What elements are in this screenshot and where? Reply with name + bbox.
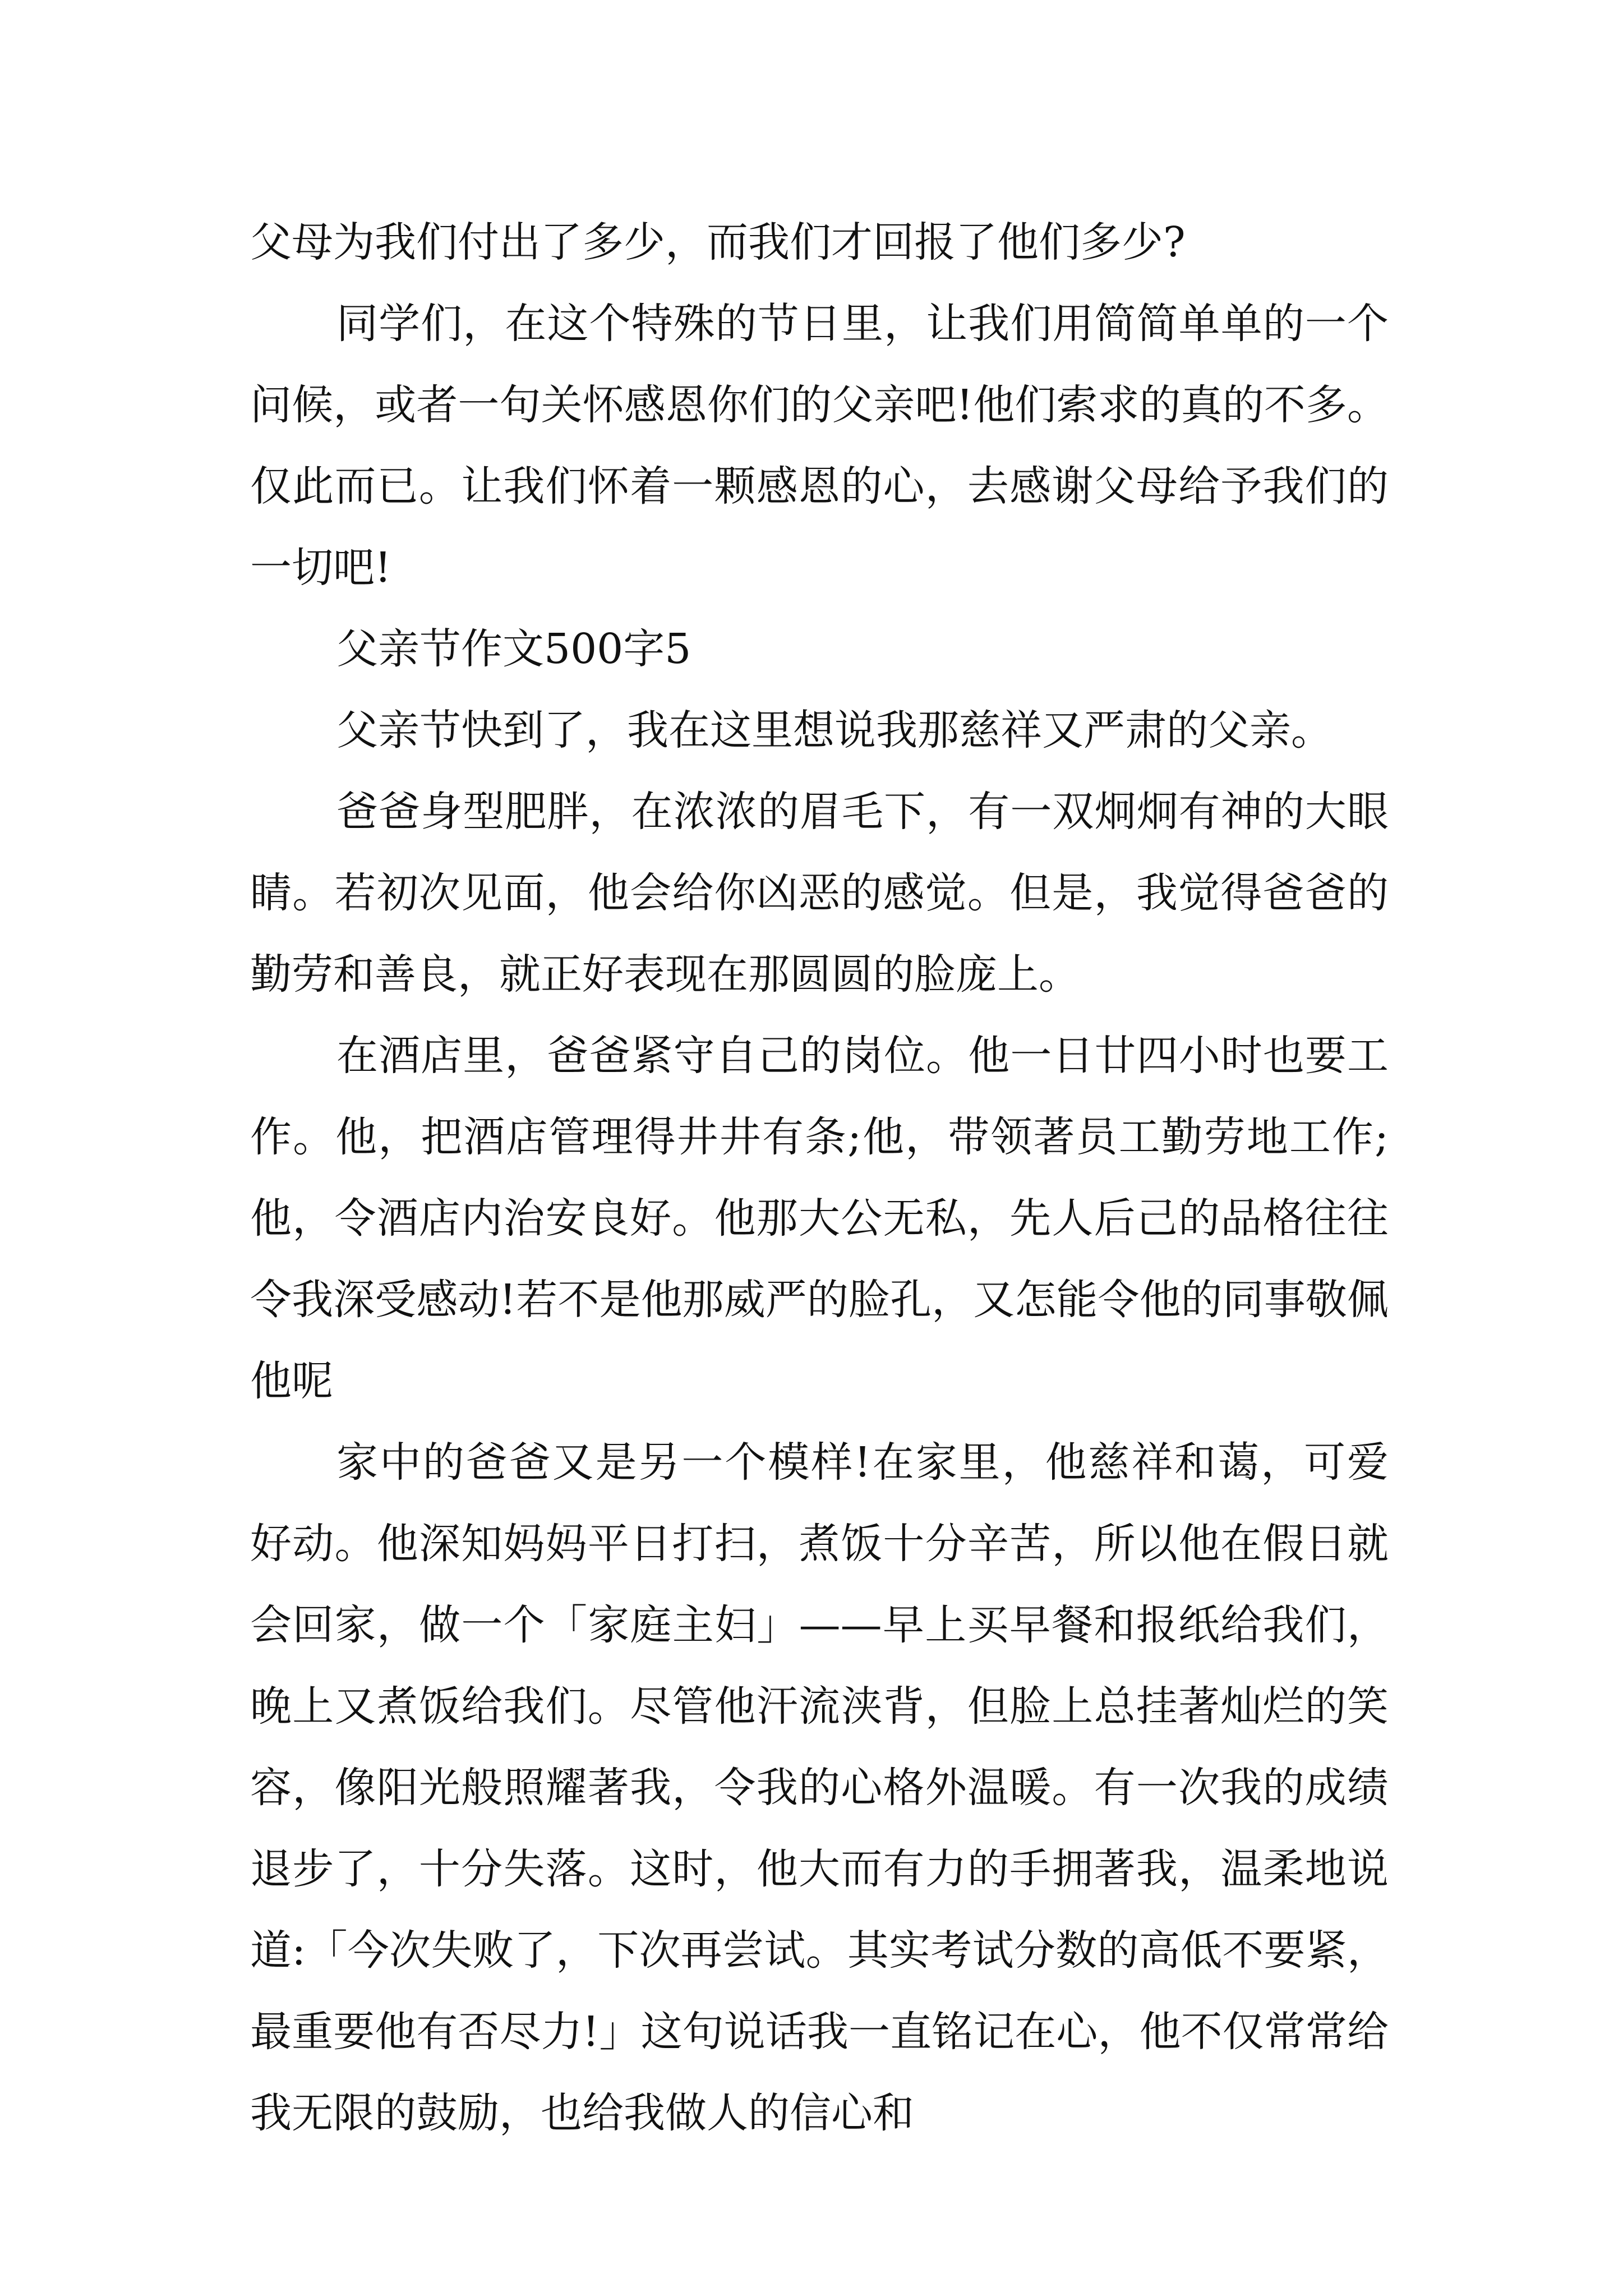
paragraph-appearance: 爸爸身型肥胖，在浓浓的眉毛下，有一双炯炯有神的大眼睛。若初次见面，他会给你凶恶的感觉。但是，我觉得爸爸的勤劳和善良，就正好表现在那圆圆的脸庞上。 <box>250 788 1389 999</box>
paragraph-home: 家中的爸爸又是另一个模样!在家里，他慈祥和蔼，可爱好动。他深知妈妈平日打扫，煮饭十分辛苦，所以他在假日就会回家，做一个「家庭主妇」——早上买早餐和报纸给我们，晚上又煮饭给我们。尽管他汗流浃背，但脸上总挂著灿烂的笑容，像阳光般照耀著我，令我的心格外温暖。有一次我的成绩退步了，十分失落。这时，他大而有力的手拥著我，温柔地说道:「今次失败了，下次再尝试。其实考试分数的高低不要紧，最重要他有否尽力!」这句说话我一直铭记在心，他不仅常常给我无限的鼓励，也给我做人的信心和 <box>250 1438 1389 2137</box>
paragraph-continuation: 父母为我们付出了多少，而我们才回报了他们多少? <box>250 218 1186 266</box>
paragraph-intro: 父亲节快到了，我在这里想说我那慈祥又严肃的父亲。 <box>336 706 1332 754</box>
paragraph-hotel: 在酒店里，爸爸紧守自己的岗位。他一日廿四小时也要工作。他，把酒店管理得井井有条;他，带领著员工勤劳地工作;他，令酒店内治安良好。他那大公无私，先人后己的品格往往令我深受感动!若不是他那威严的脸孔，又怎能令他的同事敬佩他呢 <box>250 1032 1389 1405</box>
document-body <box>250 202 1389 2154</box>
section-heading: 父亲节作文500字5 <box>336 625 691 673</box>
paragraph-classmates: 同学们，在这个特殊的节日里，让我们用简简单单的一个问候，或者一句关怀感恩你们的父亲吧!他们索求的真的不多。仅此而已。让我们怀着一颗感恩的心，去感谢父母给予我们的一切吧! <box>250 300 1389 592</box>
